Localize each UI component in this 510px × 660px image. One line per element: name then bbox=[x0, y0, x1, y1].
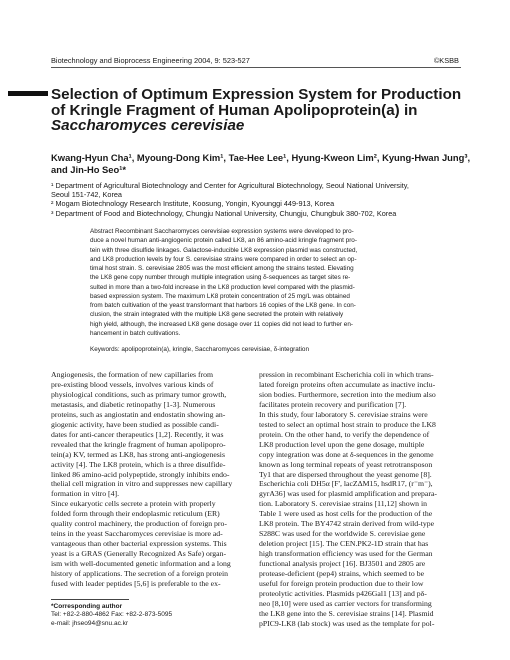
abstract-line: tein with three disulfide linkages. Galactose-inducible LK8 expression plasmid was constructed, bbox=[90, 246, 358, 254]
body-line: Since eukaryotic cells secrete a protein with properly bbox=[51, 499, 216, 509]
corresponding-heading: *Corresponding author bbox=[51, 603, 123, 610]
body-line: activity [4]. The LK8 protein, which is a three disulfide- bbox=[51, 459, 226, 469]
body-line: lated foreign proteins often accumulate as inactive inclu- bbox=[259, 379, 436, 389]
body-line: tion. Laboratory S. cerevisiae strains [11,12] shown in bbox=[259, 499, 428, 509]
footnote-rule bbox=[51, 599, 129, 600]
author-line: Kwang-Hyun Cha¹, Myoung-Dong Kim¹, Tae-Hee Lee¹, Hyung-Kweon Lim², Kyung-Hwan Jung³, bbox=[51, 152, 471, 163]
body-line: quality control machinery, the production of foreign pro- bbox=[51, 519, 227, 529]
body-column-right bbox=[259, 370, 463, 629]
abstract-line: based expression system. The maximum LK8 protein concentration of 25 mg/L was obtained bbox=[90, 292, 350, 300]
body-line: Ty1 that are dispersed throughout the yeast genome [8]. bbox=[259, 469, 432, 479]
abstract-line: the LK8 gene copy number through multiple integration using δ-sequences as target sites re- bbox=[90, 274, 351, 282]
body-line: thelial cell migration in vitro and suppresses new capillary bbox=[51, 479, 233, 489]
paper-title bbox=[51, 87, 471, 134]
title-accent-bar bbox=[8, 91, 48, 96]
body-line: facilitates protein recovery and purification [7]. bbox=[259, 399, 407, 409]
body-line: gyrA36] was used for plasmid amplification and prepara- bbox=[259, 489, 437, 499]
body-line: functional analysis project [16]. BJ3501 and 2805 are bbox=[259, 559, 426, 569]
body-line: In this study, four laboratory S. cerevisiae strains were bbox=[259, 409, 428, 419]
body-line: pPIC9-LK8 (lab stock) was used as the template for pol- bbox=[259, 618, 435, 628]
journal-citation: Biotechnology and Bioprocess Engineering 2004, 9: 523-527 bbox=[51, 56, 250, 65]
affiliation-line: ² Mogam Biotechnology Research Institute, Koosung, Yongin, Kyounggi 449-913, Korea bbox=[51, 199, 335, 209]
header-rule bbox=[51, 67, 461, 68]
corresponding-email: e-mail: jhseo94@snu.ac.kr bbox=[51, 619, 129, 627]
affiliations bbox=[51, 181, 471, 218]
abstract-line: duce a novel human anti-angiogenic protein called LK8, an 86 amino-acid kringle fragment pro- bbox=[90, 237, 357, 245]
abstract-line: timal host strain. S. cerevisiae 2805 was the most efficient among the strains tested. Elevating bbox=[90, 265, 354, 272]
body-line: LK8 protein. The BY4742 strain derived from wild-type bbox=[259, 519, 435, 529]
body-line: useful for foreign protein production due to their low bbox=[259, 579, 424, 589]
title-line: of Kringle Fragment of Human Apolipoprotein(a) in bbox=[51, 101, 418, 119]
body-line: the LK8 gene into the S. cerevisiae strains [14]. Plasmid bbox=[259, 608, 434, 618]
body-line: copy integration was done at δ-sequences in the genome bbox=[259, 449, 434, 459]
abstract-line: clusion, the strain integrated with the multiple LK8 gene secreted the protein with relatively bbox=[90, 311, 344, 319]
body-line: physiological conditions, such as primary tumor growth, bbox=[51, 389, 227, 399]
title-line: Selection of Optimum Expression System for Production bbox=[51, 86, 462, 103]
body-column-left bbox=[51, 370, 251, 589]
keywords: Keywords: apolipoprotein(a), kringle, Saccharomyces cerevisiae, δ-integration bbox=[90, 346, 309, 353]
corresponding-author bbox=[51, 603, 172, 628]
author-line: and Jin-Ho Seo¹* bbox=[51, 164, 127, 175]
abstract-line: high yield, although, the increased LK8 gene dosage over 11 copies did not lead to further en- bbox=[90, 320, 353, 328]
body-line: revealed that the kringle fragment of human apolipopro- bbox=[51, 439, 226, 449]
body-line: protein. On the other hand, to verify the dependence of bbox=[259, 429, 430, 439]
body-line: linked 86 amino-acid polypeptide, strongly inhibits endo- bbox=[51, 469, 230, 479]
body-line: LK8 production level upon the gene dosage, multiple bbox=[259, 439, 425, 449]
body-line: Table 1 were used as host cells for the production of the bbox=[259, 509, 433, 519]
body-line: yeast is a GRAS (Generally Recognized As Safe) organ- bbox=[51, 549, 227, 559]
body-line: Angiogenesis, the formation of new capillaries from bbox=[51, 370, 214, 379]
copyright-notice: ©KSBB bbox=[433, 56, 459, 65]
body-line: dates for anti-cancer therapeutics [1,2]. Recently, it was bbox=[51, 429, 224, 439]
body-line: neo [8,10] were used as carrier vectors for transforming bbox=[259, 598, 432, 608]
body-line: protease-deficient (pep4) strains, which seemed to be bbox=[259, 569, 425, 579]
body-line: vantageous than other bacterial expression systems. This bbox=[51, 539, 227, 549]
body-line: sion bodies. Furthermore, secretion into the medium also bbox=[259, 389, 436, 399]
abstract-line: from batch cultivation of the yeast transformant that harbors 16 copies of the LK8 gene. In con- bbox=[90, 302, 356, 309]
body-line: history of applications. The secretion of a foreign protein bbox=[51, 569, 228, 579]
body-line: metastasis, and diabetic retinopathy [1-3]. Numerous bbox=[51, 399, 216, 409]
author-list bbox=[51, 152, 471, 176]
body-line: Escherichia coli DH5α [F', lacZΔM15, hsdR17, (r⁻m⁻), bbox=[259, 479, 433, 489]
body-line: teins in the yeast Saccharomyces cerevisiae is more ad- bbox=[51, 529, 223, 539]
body-line: proteolytic activities. Plasmids p426Gal1 [13] and pδ- bbox=[259, 588, 427, 598]
abstract bbox=[90, 227, 458, 338]
affiliation-line: ¹ Department of Agricultural Biotechnology and Center for Agricultural Biotechnology, Seoul National University, bbox=[51, 181, 409, 190]
body-line: formation in vitro [4]. bbox=[51, 489, 120, 499]
body-line: S288C was used for the worldwide S. cerevisiae gene bbox=[259, 529, 426, 539]
body-line: pre-existing blood vessels, involves various kinds of bbox=[51, 379, 214, 389]
affiliation-line: Seoul 151-742, Korea bbox=[51, 190, 122, 200]
abstract-line: Abstract Recombinant Saccharomyces cerevisiae expression systems were developed to pro- bbox=[90, 228, 354, 235]
body-line: ism with well-documented genetic information and a long bbox=[51, 559, 231, 569]
body-line: tested to select an optimal host strain to produce the LK8 bbox=[259, 419, 436, 429]
title-line: Saccharomyces cerevisiae bbox=[51, 117, 245, 134]
body-line: known as long terminal repeats of yeast retrotransposon bbox=[259, 459, 433, 469]
body-line: giogenic activity, have been studied as possible candi- bbox=[51, 419, 219, 429]
body-line: fused with leader peptides [5,6] is preferable to the ex- bbox=[51, 579, 221, 589]
corresponding-phone: Tel: +82-2-880-4862 Fax: +82-2-873-5095 bbox=[51, 611, 173, 619]
body-line: folded form through their endoplasmic reticulum (ER) bbox=[51, 509, 220, 519]
abstract-line: sulted in more than a two-fold increase in the LK8 production level compared with the plasmid- bbox=[90, 283, 355, 291]
body-line: deletion project [15]. The CEN.PK2-1D strain that has bbox=[259, 539, 429, 549]
affiliation-line: ³ Department of Food and Biotechnology, Chungju National University, Chungju, Chungbuk 380-702, Korea bbox=[51, 208, 397, 218]
body-line: proteins, such as angiostatin and endostatin showing an- bbox=[51, 409, 226, 419]
body-line: high transformation efficiency was used for the German bbox=[259, 549, 433, 559]
body-line: pression in recombinant Escherichia coli in which trans- bbox=[259, 370, 434, 379]
abstract-line: and LK8 production levels by four S. cerevisiae strains were compared in order to select an op- bbox=[90, 255, 357, 263]
abstract-line: hancement in batch cultivations. bbox=[90, 329, 181, 337]
body-line: tein(a) KV, termed as LK8, has strong anti-angiogenesis bbox=[51, 449, 225, 459]
